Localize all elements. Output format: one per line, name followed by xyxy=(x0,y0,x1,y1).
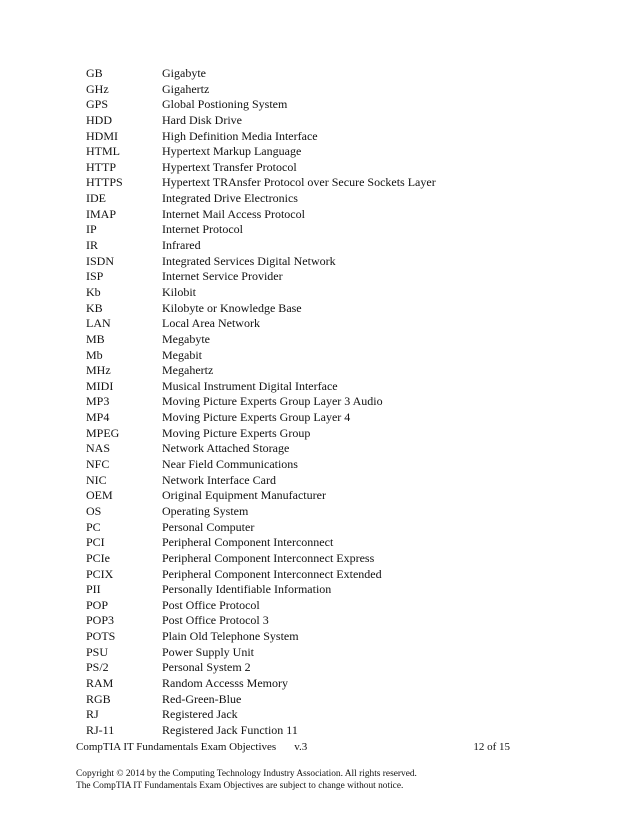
acronym-term: MHz xyxy=(86,363,111,378)
acronym-definition: Hypertext Markup Language xyxy=(162,144,302,159)
acronym-definition: Moving Picture Experts Group xyxy=(162,425,311,440)
acronym-list xyxy=(86,66,546,739)
acronym-row xyxy=(86,660,546,676)
acronym-row xyxy=(86,301,546,317)
acronym-definition: Post Office Protocol xyxy=(162,597,260,612)
acronym-term: IR xyxy=(86,238,98,253)
acronym-term: GPS xyxy=(86,97,109,112)
acronym-term: Mb xyxy=(86,347,103,362)
acronym-term: PC xyxy=(86,519,101,534)
acronym-term: ISP xyxy=(86,269,104,284)
acronym-term: HDMI xyxy=(86,128,118,143)
acronym-term: PCI xyxy=(86,535,105,550)
acronym-definition: Megabit xyxy=(162,347,202,362)
acronym-definition: Megahertz xyxy=(162,363,214,378)
acronym-definition: Hypertext TRAnsfer Protocol over Secure Sockets Layer xyxy=(162,175,436,190)
acronym-term: HTTP xyxy=(86,159,116,174)
acronym-term: PCIX xyxy=(86,566,114,581)
acronym-definition: Registered Jack xyxy=(162,707,238,722)
acronym-definition: Local Area Network xyxy=(162,316,260,331)
acronym-row xyxy=(86,473,546,489)
acronym-row xyxy=(86,567,546,583)
acronym-term: MP3 xyxy=(86,394,110,409)
acronym-definition: Hard Disk Drive xyxy=(162,112,242,127)
acronym-row xyxy=(86,269,546,285)
acronym-row xyxy=(86,285,546,301)
acronym-term: POTS xyxy=(86,629,116,644)
acronym-term: PII xyxy=(86,582,101,597)
acronym-definition: Peripheral Component Interconnect Extended xyxy=(162,566,382,581)
acronym-row xyxy=(86,598,546,614)
acronym-definition: Near Field Communications xyxy=(162,457,298,472)
acronym-term: RGB xyxy=(86,691,111,706)
acronym-definition: Original Equipment Manufacturer xyxy=(162,488,326,503)
acronym-term: PCIe xyxy=(86,550,110,565)
acronym-row xyxy=(86,129,546,145)
acronym-term: GHz xyxy=(86,81,109,96)
acronym-term: ISDN xyxy=(86,253,115,268)
acronym-term: MPEG xyxy=(86,425,120,440)
acronym-row xyxy=(86,363,546,379)
copyright-notice xyxy=(76,769,516,792)
acronym-row xyxy=(86,707,546,723)
acronym-definition: Gigahertz xyxy=(162,81,210,96)
acronym-definition: Gigabyte xyxy=(162,66,206,80)
acronym-row xyxy=(86,238,546,254)
change-notice-line: The CompTIA IT Fundamentals Exam Objectives are subject to change without notice. xyxy=(76,780,404,791)
acronym-definition: Plain Old Telephone System xyxy=(162,629,299,644)
acronym-definition: Registered Jack Function 11 xyxy=(162,722,298,737)
acronym-definition: Kilobyte or Knowledge Base xyxy=(162,300,302,315)
acronym-term: POP xyxy=(86,597,109,612)
acronym-row xyxy=(86,207,546,223)
acronym-definition: Megabyte xyxy=(162,331,210,346)
acronym-row xyxy=(86,441,546,457)
acronym-definition: Musical Instrument Digital Interface xyxy=(162,378,338,393)
acronym-term: NAS xyxy=(86,441,111,456)
acronym-term: RJ xyxy=(86,707,99,722)
page-footer xyxy=(76,741,510,753)
acronym-definition: Personal System 2 xyxy=(162,660,251,675)
acronym-definition: Integrated Drive Electronics xyxy=(162,191,298,206)
acronym-definition: Moving Picture Experts Group Layer 4 xyxy=(162,410,351,425)
acronym-term: MIDI xyxy=(86,378,114,393)
acronym-row xyxy=(86,394,546,410)
acronym-row xyxy=(86,160,546,176)
acronym-definition: Global Postioning System xyxy=(162,97,288,112)
acronym-row xyxy=(86,410,546,426)
acronym-row xyxy=(86,222,546,238)
acronym-term: MP4 xyxy=(86,410,110,425)
acronym-term: MB xyxy=(86,331,105,346)
acronym-row xyxy=(86,457,546,473)
acronym-term: NIC xyxy=(86,472,107,487)
acronym-term: HTML xyxy=(86,144,120,159)
acronym-row xyxy=(86,504,546,520)
acronym-row xyxy=(86,629,546,645)
footer-document-title: CompTIA IT Fundamentals Exam Objectives xyxy=(76,741,277,753)
acronym-term: Kb xyxy=(86,284,101,299)
acronym-term: HDD xyxy=(86,112,112,127)
acronym-definition: Moving Picture Experts Group Layer 3 Audio xyxy=(162,394,383,409)
footer-version: v.3 xyxy=(294,741,308,753)
acronym-term: RJ-11 xyxy=(86,722,115,737)
acronym-row xyxy=(86,520,546,536)
acronym-definition: Integrated Services Digital Network xyxy=(162,253,336,268)
footer-page-number: 12 of 15 xyxy=(473,741,510,753)
acronym-row xyxy=(86,97,546,113)
acronym-term: OS xyxy=(86,503,102,518)
acronym-row xyxy=(86,613,546,629)
acronym-definition: Power Supply Unit xyxy=(162,644,255,659)
acronym-row xyxy=(86,676,546,692)
acronym-definition: Internet Service Provider xyxy=(162,269,283,284)
acronym-definition: Peripheral Component Interconnect xyxy=(162,535,334,550)
acronym-term: IMAP xyxy=(86,206,117,221)
acronym-row xyxy=(86,723,546,739)
acronym-term: IDE xyxy=(86,191,106,206)
acronym-term: POP3 xyxy=(86,613,115,628)
acronym-definition: Network Attached Storage xyxy=(162,441,290,456)
acronym-definition: High Definition Media Interface xyxy=(162,128,318,143)
acronym-definition: Infrared xyxy=(162,238,201,253)
acronym-term: PS/2 xyxy=(86,660,109,675)
acronym-term: OEM xyxy=(86,488,113,503)
acronym-row xyxy=(86,191,546,207)
acronym-definition: Internet Mail Access Protocol xyxy=(162,206,305,221)
acronym-definition: Operating System xyxy=(162,503,249,518)
acronym-row xyxy=(86,82,546,98)
acronym-row xyxy=(86,488,546,504)
acronym-term: KB xyxy=(86,300,103,315)
acronym-definition: Post Office Protocol 3 xyxy=(162,613,269,628)
acronym-row xyxy=(86,66,546,82)
acronym-definition: Hypertext Transfer Protocol xyxy=(162,159,297,174)
acronym-row xyxy=(86,551,546,567)
acronym-row xyxy=(86,144,546,160)
acronym-row xyxy=(86,645,546,661)
acronym-definition: Peripheral Component Interconnect Express xyxy=(162,550,375,565)
acronym-term: NFC xyxy=(86,457,110,472)
acronym-term: RAM xyxy=(86,675,114,690)
acronym-term: IP xyxy=(86,222,97,237)
acronym-row xyxy=(86,316,546,332)
acronym-row xyxy=(86,535,546,551)
acronym-term: HTTPS xyxy=(86,175,123,190)
acronym-term: GB xyxy=(86,66,103,80)
acronym-definition: Random Accesss Memory xyxy=(162,675,288,690)
acronym-row xyxy=(86,175,546,191)
acronym-definition: Network Interface Card xyxy=(162,472,276,487)
copyright-line: Copyright © 2014 by the Computing Technology Industry Association. All rights reserved. xyxy=(76,769,417,779)
acronym-row xyxy=(86,348,546,364)
acronym-term: LAN xyxy=(86,316,111,331)
acronym-row xyxy=(86,332,546,348)
acronym-definition: Red-Green-Blue xyxy=(162,691,242,706)
acronym-row xyxy=(86,426,546,442)
acronym-term: PSU xyxy=(86,644,109,659)
acronym-row xyxy=(86,692,546,708)
acronym-definition: Personally Identifiable Information xyxy=(162,582,332,597)
acronym-row xyxy=(86,254,546,270)
acronym-definition: Kilobit xyxy=(162,284,197,299)
acronym-definition: Personal Computer xyxy=(162,519,255,534)
acronym-row xyxy=(86,379,546,395)
acronym-row xyxy=(86,113,546,129)
acronym-row xyxy=(86,582,546,598)
acronym-definition: Internet Protocol xyxy=(162,222,243,237)
